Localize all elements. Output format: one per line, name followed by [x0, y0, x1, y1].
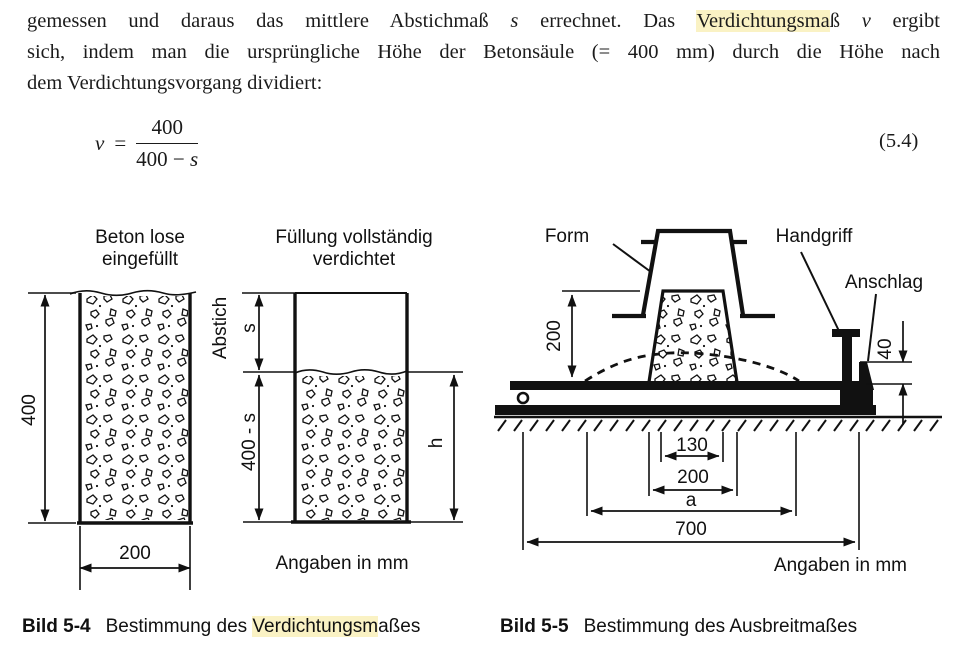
figure-bild-5-5: [470, 212, 967, 602]
dim-label-700: 700: [675, 519, 707, 540]
paragraph-text: errechnet. Das: [518, 10, 697, 32]
ground: [494, 417, 942, 431]
caption-text: aßes: [378, 616, 421, 637]
dim-label-200: 200: [119, 543, 151, 564]
ground-hatching: [498, 420, 938, 431]
dimension-200-height: [544, 291, 640, 377]
dim-label-200-width: 200: [677, 467, 709, 488]
label-anschlag: Anschlag: [844, 272, 924, 293]
denominator-text: 400 −: [136, 147, 191, 171]
dimension-s: [210, 295, 260, 370]
compacted-concrete-container: [242, 293, 463, 522]
paragraph-line-1: [27, 6, 940, 37]
paragraph-text: ß: [829, 10, 862, 32]
dim-label-h: h: [426, 437, 447, 449]
paragraph-line-2: sich, indem man die ursprüngliche Höhe der Betonsäule (= 400 mm) durch die Höhe nach: [27, 41, 940, 63]
highlighted-term: Verdichtungsma: [696, 10, 830, 32]
bottom-dimensions: [523, 432, 859, 550]
label-abstich: Abstich: [210, 296, 231, 360]
handgriff-stem: [842, 337, 852, 382]
caption-text: Bestimmung des: [105, 616, 253, 637]
equation-5-4: [95, 115, 198, 172]
equals-sign: =: [114, 131, 127, 155]
caption-bild-5-5: [500, 616, 857, 638]
dim-label-40: 40: [875, 338, 896, 360]
dimension-h: [426, 375, 454, 520]
title-verdichtet: verdichtet: [312, 249, 396, 270]
hinge-circle: [518, 393, 528, 403]
paragraph-text: gemessen und daraus das mittlere Abstichmaß: [27, 10, 511, 32]
label-form: Form: [544, 226, 590, 247]
dim-label-400-minus-s: 400 - s: [239, 412, 260, 472]
dim-label-400: 400: [19, 394, 40, 426]
paragraph-text: ergibt: [870, 10, 940, 32]
variable-s: s: [510, 10, 519, 32]
caption-label: Bild 5-5: [500, 616, 569, 637]
equation-lhs: v: [95, 131, 105, 155]
equation-number: (5.4): [879, 130, 919, 152]
fraction-numerator: 400: [136, 115, 198, 144]
title-fuellung: Füllung vollständig: [275, 227, 433, 248]
dim-label-a: a: [685, 490, 697, 511]
figure-bild-5-4: [10, 212, 470, 602]
variable-s: s: [190, 147, 199, 171]
fraction-denominator: [136, 144, 198, 172]
dim-label-130: 130: [676, 435, 708, 456]
dimension-400: [19, 293, 76, 523]
variable-v: v: [861, 10, 871, 32]
label-handgriff: Handgriff: [775, 226, 853, 247]
caption-label: Bild 5-4: [22, 616, 91, 637]
anschlag-stop: [859, 362, 874, 390]
caption-text: Bestimmung des Ausbreitmaßes: [583, 616, 858, 637]
dim-label-s: s: [239, 323, 260, 333]
units-note: Angaben in mm: [275, 553, 409, 574]
handgriff-cap: [832, 329, 860, 337]
dim-label-200-height: 200: [544, 320, 565, 352]
dimension-400-minus-s: [239, 375, 260, 520]
fraction: [136, 115, 198, 172]
paragraph-line-3: dem Verdichtungsvorgang dividiert:: [27, 72, 323, 94]
title-beton-lose: Beton lose: [95, 227, 185, 248]
dimension-200-width: [80, 526, 190, 590]
caption-bild-5-4: [22, 616, 420, 638]
units-note: Angaben in mm: [773, 555, 907, 576]
title-eingefuellt: eingefüllt: [101, 249, 179, 270]
loose-concrete-container: [70, 291, 196, 523]
concrete-cone: [585, 291, 799, 382]
caption-highlight: Verdichtungsm: [252, 616, 379, 637]
body-paragraph: [27, 6, 940, 99]
left-column-title: [95, 227, 433, 270]
